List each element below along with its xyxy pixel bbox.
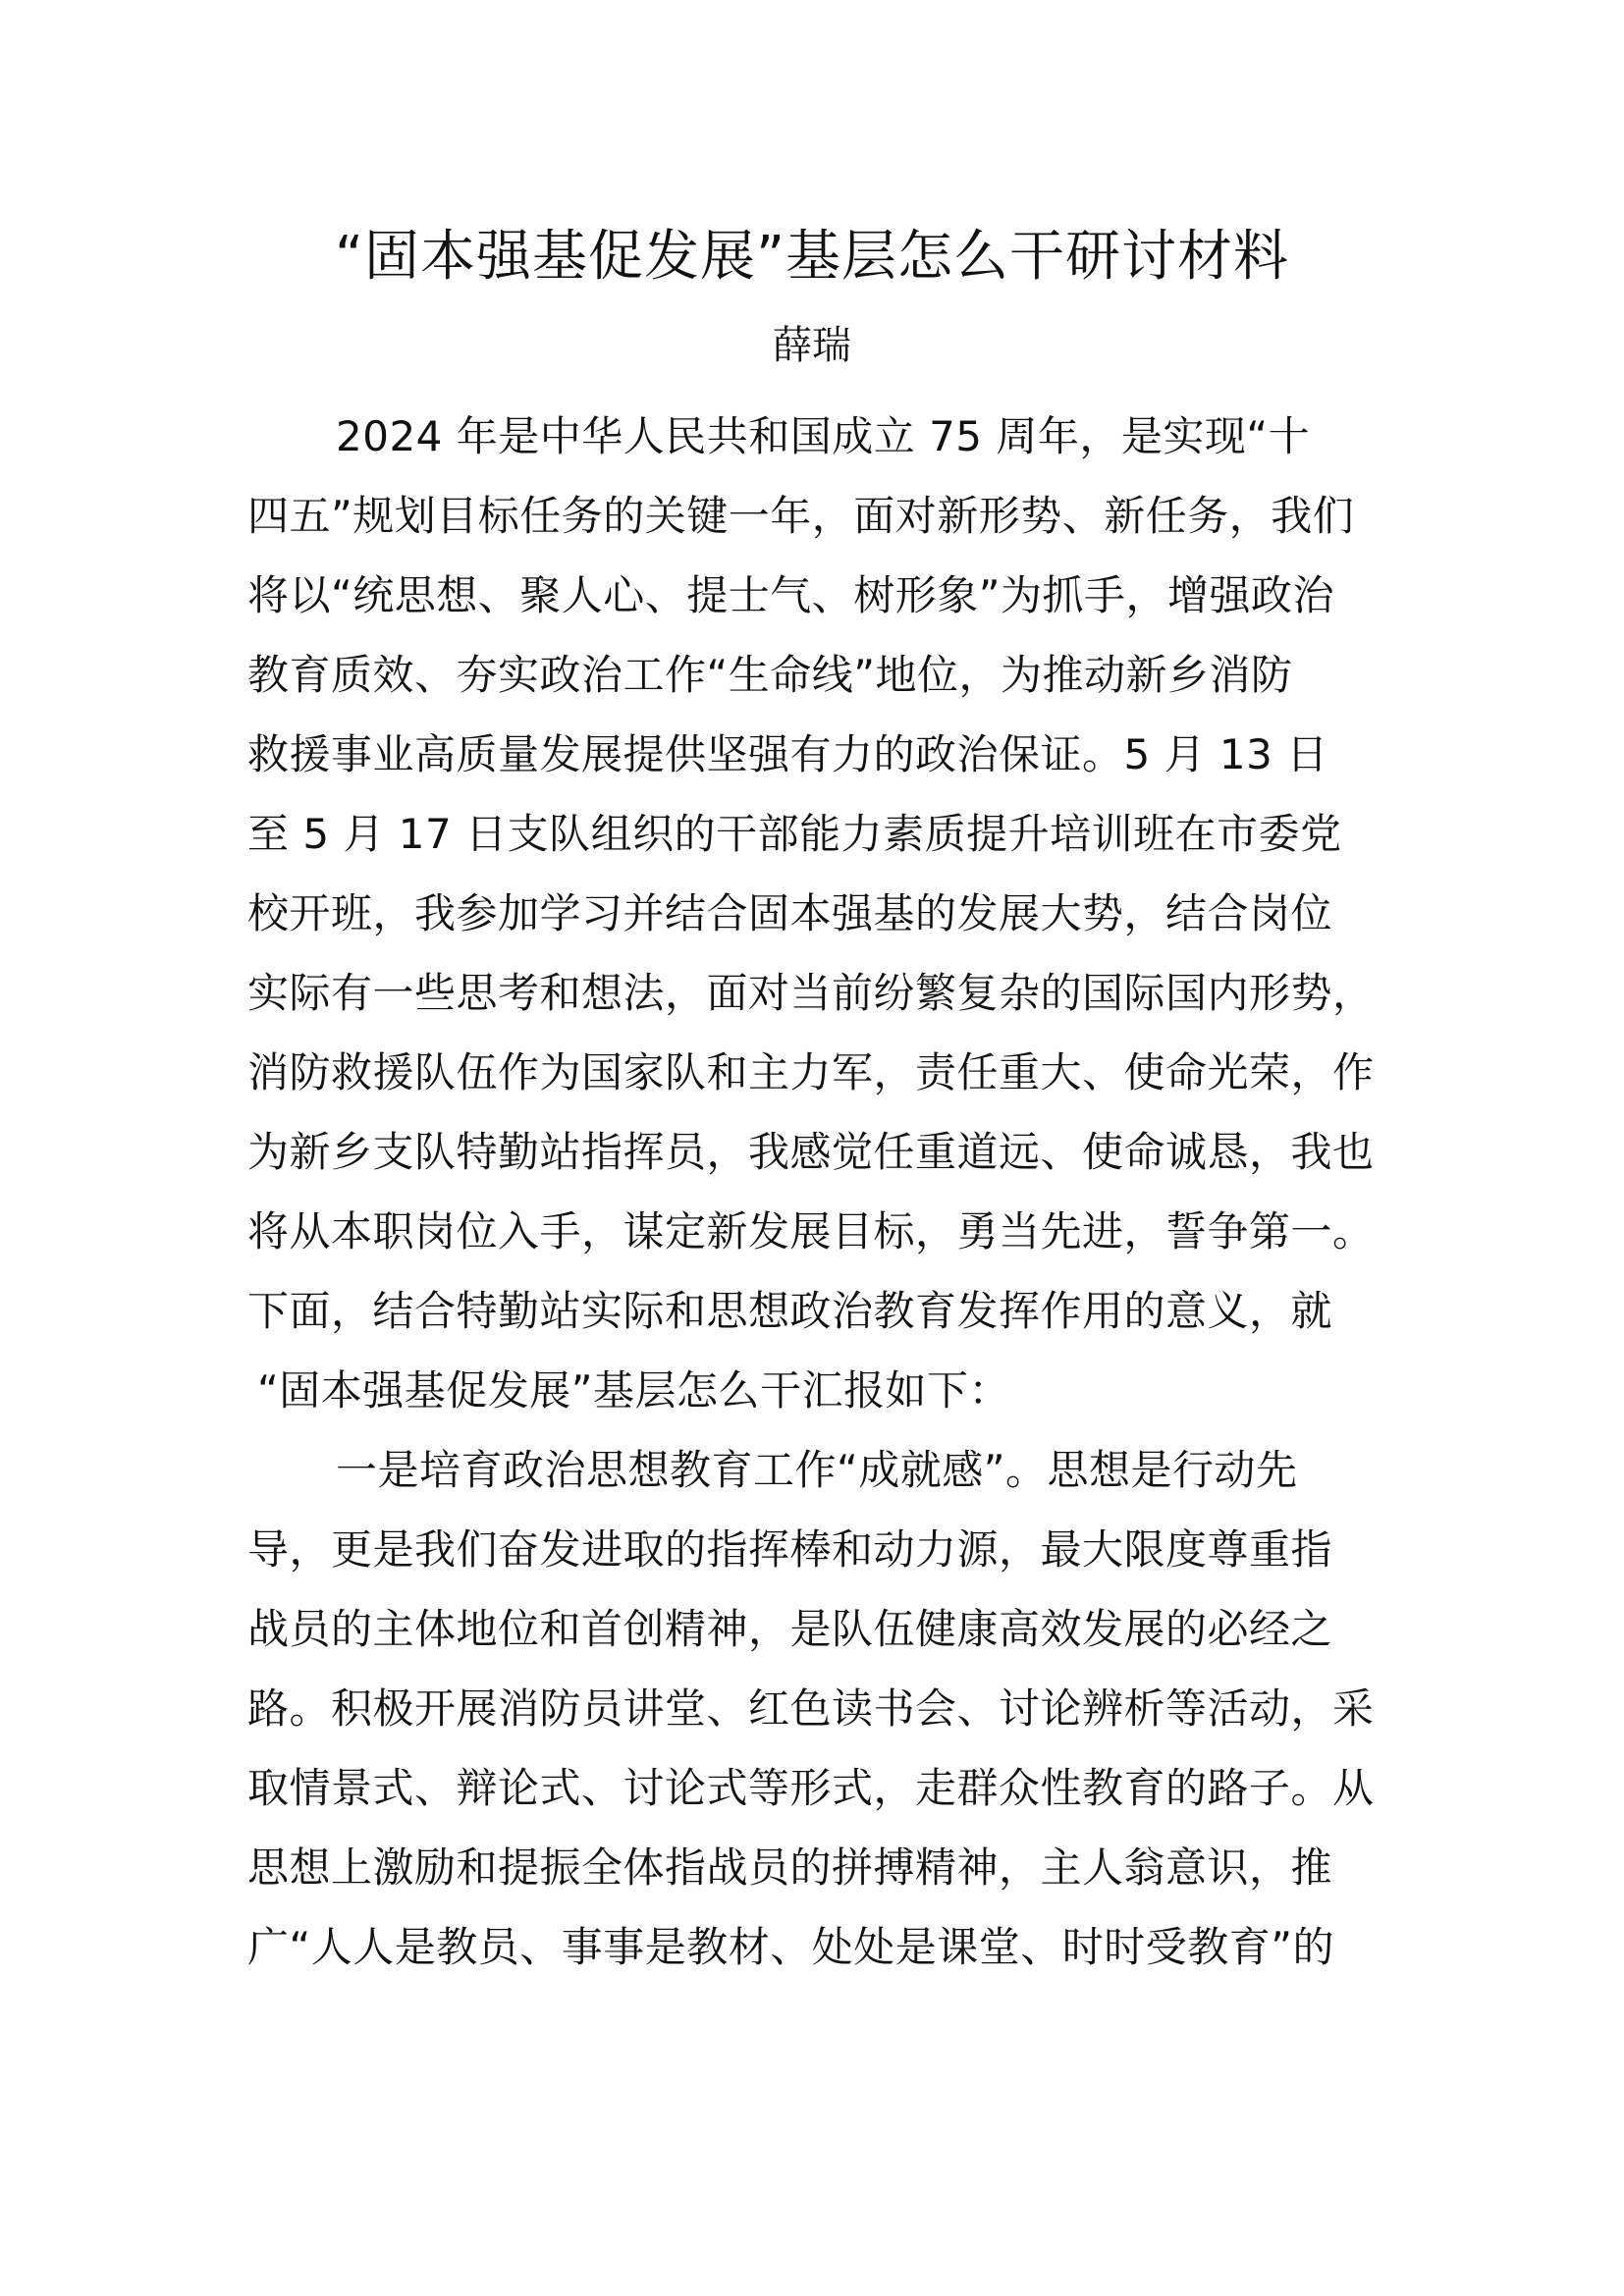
paragraph-line: 将以“统思想、聚人心、提士气、树形象”为抓手，增强政治 bbox=[247, 571, 1335, 619]
paragraph-line: 下面，结合特勤站实际和思想政治教育发挥作用的意义，就 bbox=[247, 1287, 1333, 1335]
paragraph-line: 至 5 月 17 日支队组织的干部能力素质提升培训班在市委党 bbox=[247, 810, 1342, 858]
paragraph-line: 消防救援队伍作为国家队和主力军，责任重大、使命光荣，作 bbox=[247, 1048, 1375, 1096]
document-title: “固本强基促发展”基层怎么干研讨材料 bbox=[334, 225, 1290, 289]
paragraph-line: 思想上激励和提振全体指战员的拼搏精神，主人翁意识，推 bbox=[247, 1843, 1333, 1892]
paragraph-line: 教育质效、夯实政治工作“生命线”地位，为推动新乡消防 bbox=[247, 651, 1293, 699]
paragraph-line: 为新乡支队特勤站指挥员，我感觉任重道远、使命诚恳，我也 bbox=[247, 1128, 1375, 1176]
paragraph-line: 导，更是我们奋发进取的指挥棒和动力源，最大限度尊重指 bbox=[247, 1525, 1333, 1574]
paragraph-line: 实际有一些思考和想法，面对当前纷繁复杂的国际国内形势， bbox=[247, 969, 1375, 1017]
paragraph-line: 四五”规划目标任务的关键一年，面对新形势、新任务，我们 bbox=[247, 492, 1355, 540]
document-author: 薛瑞 bbox=[773, 323, 851, 368]
paragraph-line: 战员的主体地位和首创精神，是队伍健康高效发展的必经之 bbox=[247, 1605, 1333, 1653]
paragraph-line: 广“人人是教员、事事是教材、处处是课堂、时时受教育”的 bbox=[247, 1923, 1335, 1971]
paragraph-line: 取情景式、辩论式、讨论式等形式，走群众性教育的路子。从 bbox=[247, 1764, 1375, 1812]
paragraph-line: 路。积极开展消防员讲堂、红色读书会、讨论辨析等活动，采 bbox=[247, 1684, 1375, 1733]
paragraph-line: 一是培育政治思想教育工作“成就感”。思想是行动先 bbox=[336, 1446, 1298, 1494]
paragraph-line: 将从本职岗位入手，谋定新发展目标，勇当先进，誓争第一。 bbox=[247, 1207, 1375, 1255]
paragraph-line: 救援事业高质量发展提供坚强有力的政治保证。5 月 13 日 bbox=[247, 730, 1328, 778]
paragraph-line: 2024 年是中华人民共和国成立 75 周年，是实现“十 bbox=[336, 412, 1311, 460]
paragraph-line: “固本强基促发展”基层怎么干汇报如下： bbox=[257, 1366, 1011, 1415]
document-body bbox=[247, 397, 1396, 1987]
paragraph-line: 校开班，我参加学习并结合固本强基的发展大势，结合岗位 bbox=[247, 889, 1333, 937]
